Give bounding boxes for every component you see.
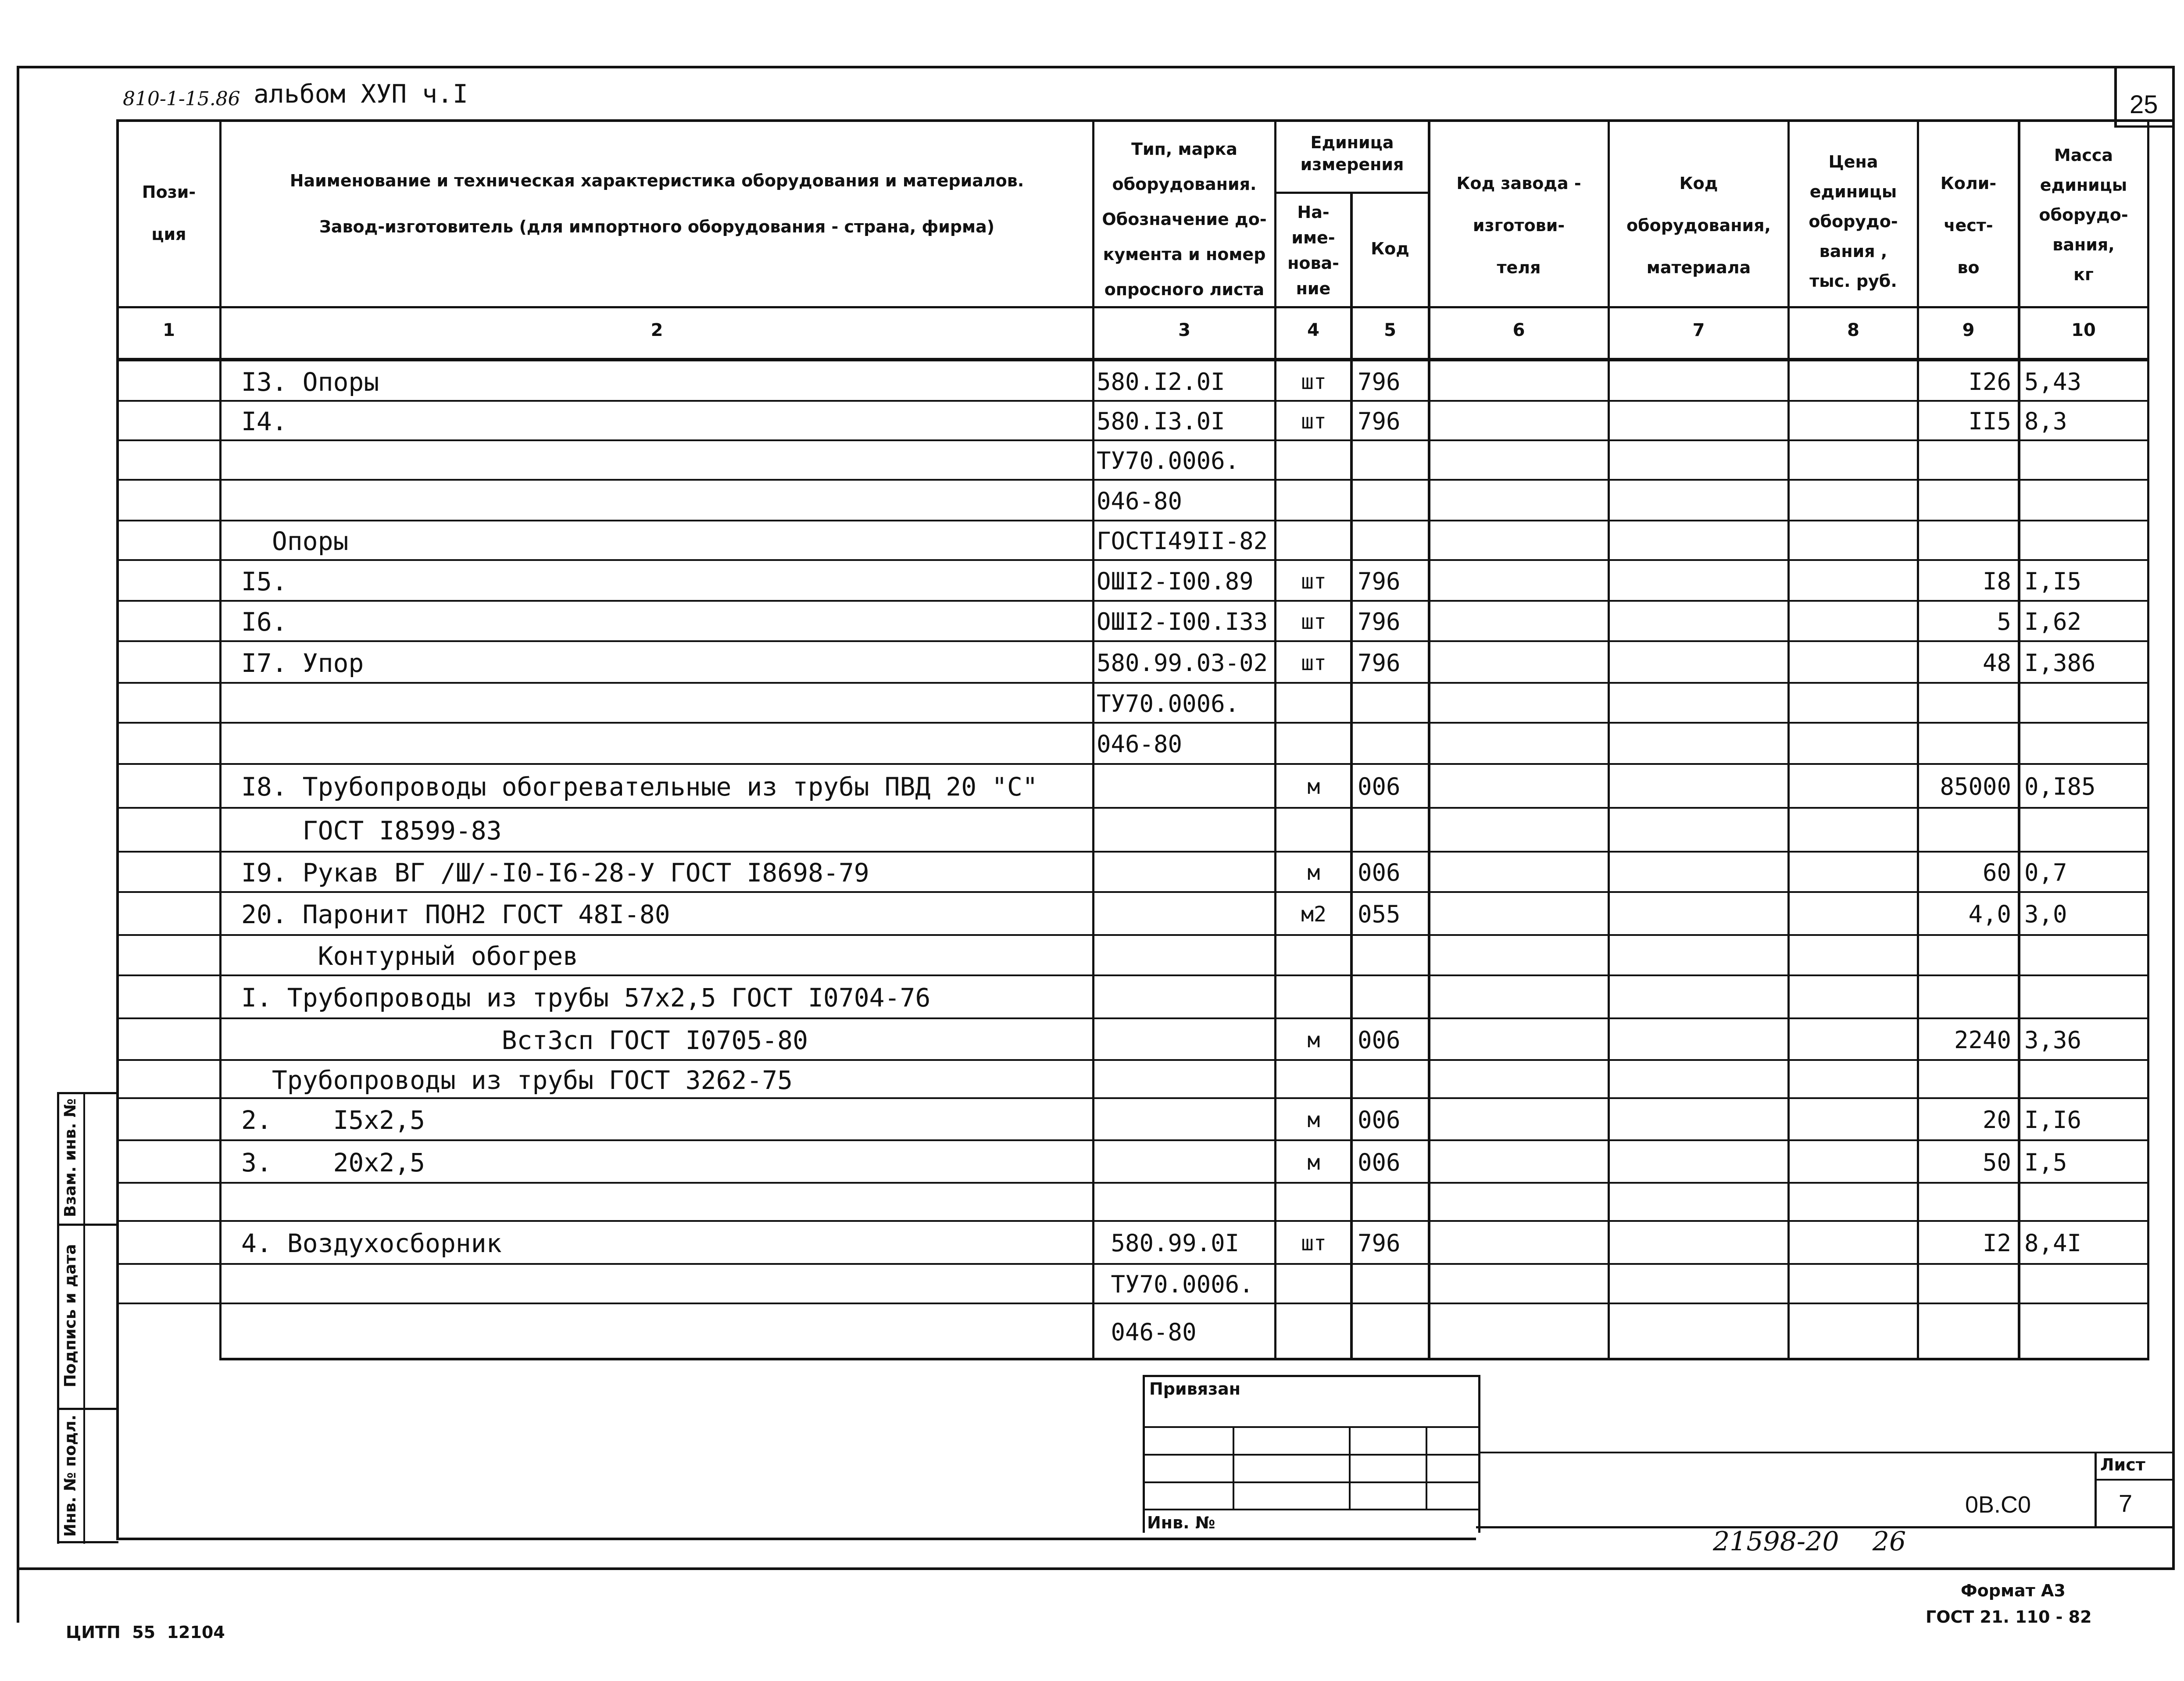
sheet-label: Лист — [2100, 1455, 2145, 1474]
cell-qty: 2240 — [1954, 1026, 2011, 1054]
col-sep-4 — [1350, 193, 1353, 1360]
cell-mass: 0,I85 — [2024, 773, 2096, 800]
row-separator — [116, 1139, 2149, 1141]
cell-mass: 3,36 — [2024, 1026, 2082, 1054]
cell-unit: м — [1307, 1150, 1320, 1175]
unit-header-split — [1274, 192, 1430, 194]
row-separator — [116, 1097, 2149, 1099]
cell-unit: м2 — [1301, 902, 1326, 927]
cell-name: I8. Трубопроводы обогревательные из трубы ПВД 20 "С" — [241, 772, 1038, 802]
cell-unit: шт — [1301, 610, 1326, 634]
frame-top — [17, 66, 2175, 68]
cell-unit: м — [1307, 1028, 1320, 1053]
cell-code: 006 — [1358, 773, 1401, 800]
cell-name: 20. Паронит ПОН2 ГОСТ 48I-80 — [241, 899, 670, 929]
cell-unit: шт — [1301, 1231, 1326, 1256]
cell-qty: I26 — [1968, 368, 2011, 396]
row-separator — [116, 807, 2149, 809]
cell-name: Контурный обогрев — [241, 941, 579, 971]
side-box-inner — [83, 1092, 85, 1544]
stamp-row-3 — [1143, 1481, 1480, 1483]
table-bottom — [116, 1538, 1476, 1540]
sheet-box-mid — [2095, 1479, 2173, 1481]
hdr-name-2: Завод-изготовитель (для импортного оборудования - страна, фирма) — [319, 217, 995, 236]
hdr-unit: Единица измерения — [1300, 133, 1404, 174]
doc-code: 0В.С0 — [1965, 1492, 2031, 1518]
cell-type: 046-80 — [1097, 487, 1183, 515]
row-separator — [116, 1017, 2149, 1019]
page-number-box — [2114, 66, 2117, 127]
cell-code: 055 — [1358, 900, 1401, 928]
row-separator — [116, 722, 2149, 724]
sheet-box-left — [2095, 1452, 2097, 1528]
col-sep-3 — [1274, 119, 1276, 1360]
cell-mass: 8,3 — [2024, 407, 2067, 435]
row-separator — [116, 479, 2149, 481]
side-inv-label: Инв. № подл. — [61, 1414, 79, 1537]
row-separator — [116, 559, 2149, 561]
cell-qty: 4,0 — [1968, 900, 2011, 928]
colnum-5: 5 — [1384, 320, 1396, 340]
stamp-col-2 — [1349, 1426, 1351, 1510]
cell-code: 006 — [1358, 1026, 1401, 1054]
cell-name: I3. Опоры — [241, 367, 379, 397]
cell-qty: 85000 — [1940, 773, 2011, 800]
row-separator — [116, 1303, 2149, 1304]
colnum-6: 6 — [1512, 320, 1525, 340]
cell-code: 006 — [1358, 859, 1401, 886]
album-code: 810-1-15.86 — [123, 88, 240, 110]
cell-name: I4. — [241, 407, 287, 436]
album-title: альбом ХУП ч.I — [254, 79, 468, 109]
col-sep-1 — [219, 119, 222, 1360]
gost-label: ГОСТ 21. 110 - 82 — [1926, 1607, 2092, 1627]
row-separator — [116, 682, 2149, 684]
cell-qty: 48 — [1982, 649, 2011, 677]
cell-mass: 8,4I — [2024, 1229, 2082, 1257]
col-sep-6 — [1608, 119, 1610, 1360]
cell-type: ТУ70.0006. — [1097, 1271, 1254, 1298]
title-block-top — [1478, 1452, 2173, 1453]
cell-name: 3. 20х2,5 — [241, 1147, 425, 1178]
hdr-qty: Коли- чест- во — [1940, 174, 1997, 277]
side-box-left — [57, 1092, 59, 1544]
cell-name: Трубопроводы из трубы ГОСТ 3262-75 — [241, 1065, 793, 1095]
cell-name: ГОСТ I8599-83 — [241, 816, 502, 846]
col-sep-7 — [1787, 119, 1790, 1360]
handwritten-number: 21598-20 26 — [1713, 1526, 1906, 1557]
cell-code: 796 — [1358, 608, 1401, 635]
colnum-8: 8 — [1847, 320, 1859, 340]
stamp-row-2 — [1143, 1454, 1480, 1456]
cell-name: 4. Воздухосборник — [241, 1228, 502, 1258]
cell-mass: 0,7 — [2024, 859, 2067, 886]
hdr-type: Тип, марка оборудования. Обозначение до- кумента и номер опросного листа — [1102, 139, 1267, 299]
row-separator — [116, 1263, 2149, 1265]
cell-mass: 3,0 — [2024, 900, 2067, 928]
cell-mass: I,5 — [2024, 1148, 2067, 1176]
cell-type: ОШI2-I00.89 — [1097, 567, 1254, 595]
table-top — [116, 119, 2173, 122]
cell-type: ОШI2-I00.I33 — [1097, 608, 1268, 635]
stamp-top — [1143, 1375, 1480, 1377]
hdr-factory: Код завода - изготови- теля — [1456, 174, 1581, 277]
cell-type: 580.I3.0I — [1097, 407, 1225, 435]
cell-code: 006 — [1358, 1106, 1401, 1134]
cell-mass: 5,43 — [2024, 368, 2082, 396]
side-vzam-label: Взам. инв. № — [61, 1098, 79, 1217]
cell-mass: I,I6 — [2024, 1106, 2082, 1134]
stamp-inv-no: Инв. № — [1147, 1513, 1215, 1532]
stamp-privyazan: Привязан — [1149, 1379, 1241, 1399]
row-separator — [116, 763, 2149, 765]
row-separator — [116, 1059, 2149, 1061]
cell-qty: II5 — [1968, 407, 2011, 435]
page-number: 25 — [2130, 90, 2158, 119]
format-label: Формат А3 — [1961, 1581, 2066, 1600]
cell-type: 046-80 — [1097, 1318, 1197, 1346]
hdr-unit-code: Код — [1371, 239, 1409, 258]
row-separator — [116, 520, 2149, 521]
hdr-equip-code: Код оборудования, материала — [1626, 174, 1771, 277]
cell-name: Вст3сп ГОСТ I0705-80 — [241, 1025, 808, 1055]
cell-code: 796 — [1358, 1229, 1401, 1257]
row-separator — [116, 400, 2149, 402]
cell-type: ГОСТI49II-82 — [1097, 527, 1268, 555]
cell-code: 796 — [1358, 407, 1401, 435]
cell-name: I6. — [241, 607, 287, 637]
hdr-price: Цена единицы оборудо- вания , тыс. руб. — [1809, 152, 1898, 291]
colnum-bottom — [116, 358, 2149, 361]
cell-type: 580.99.03-02 — [1097, 649, 1268, 677]
hdr-name-1: Наименование и техническая характеристика оборудования и материалов. — [290, 171, 1024, 190]
cell-name: I5. — [241, 566, 287, 596]
cell-code: 796 — [1358, 649, 1401, 677]
frame-right — [2172, 66, 2175, 1570]
frame-bottom — [17, 1567, 2175, 1570]
cell-type: 046-80 — [1097, 730, 1183, 758]
cell-type: 580.I2.0I — [1097, 368, 1225, 396]
cell-qty: 5 — [1997, 608, 2011, 635]
cell-name: I9. Рукав ВГ /Ш/-I0-I6-28-У ГОСТ I8698-79 — [241, 858, 869, 888]
cell-name: I7. Упор — [241, 648, 364, 678]
side-podpis-label: Подпись и дата — [61, 1244, 79, 1388]
cell-qty: I2 — [1982, 1229, 2011, 1257]
cell-unit: м — [1307, 774, 1320, 799]
cell-name: Опоры — [241, 526, 349, 556]
cell-unit: шт — [1301, 650, 1326, 675]
cell-qty: 60 — [1982, 859, 2011, 886]
cell-qty: 20 — [1982, 1106, 2011, 1134]
stamp-row-1 — [1143, 1426, 1480, 1428]
cell-code: 006 — [1358, 1148, 1401, 1176]
cell-name: 2. I5х2,5 — [241, 1105, 425, 1135]
col-sep-9 — [2018, 119, 2020, 1360]
row-separator — [116, 1220, 2149, 1222]
stamp-row-4 — [1143, 1509, 1480, 1510]
row-separator — [116, 934, 2149, 936]
colnum-7: 7 — [1692, 320, 1705, 340]
cell-type: ТУ70.0006. — [1097, 689, 1240, 717]
row-separator — [116, 439, 2149, 441]
col-sep-8 — [1917, 119, 1919, 1360]
col-sep-10 — [2147, 119, 2149, 1360]
printer-label: ЦИТП 55 12104 — [66, 1623, 225, 1642]
colnum-3: 3 — [1178, 320, 1190, 340]
row-separator — [116, 851, 2149, 853]
hdr-mass: Масса единицы оборудо- вания, кг — [2039, 146, 2128, 284]
page-number-box-bottom — [2114, 125, 2174, 128]
hdr-pos: Пози- ция — [142, 182, 196, 244]
cell-qty: I8 — [1982, 567, 2011, 595]
cell-code: 796 — [1358, 368, 1401, 396]
cell-unit: м — [1307, 860, 1320, 885]
cell-unit: шт — [1301, 370, 1326, 394]
body-bottom — [219, 1358, 2149, 1360]
cell-mass: I,386 — [2024, 649, 2096, 677]
cell-mass: I,I5 — [2024, 567, 2082, 595]
sheet-number: 7 — [2119, 1489, 2133, 1517]
stamp-col-3 — [1426, 1426, 1427, 1510]
colnum-2: 2 — [651, 320, 663, 340]
row-separator — [116, 600, 2149, 602]
cell-type: ТУ70.0006. — [1097, 447, 1240, 475]
col-sep-5 — [1428, 119, 1430, 1360]
row-separator — [116, 1182, 2149, 1184]
colnum-9: 9 — [1962, 320, 1975, 340]
frame-left — [17, 66, 19, 1623]
cell-qty: 50 — [1982, 1148, 2011, 1176]
cell-unit: м — [1307, 1108, 1320, 1132]
cell-code: 796 — [1358, 567, 1401, 595]
cell-mass: I,62 — [2024, 608, 2082, 635]
hdr-unit-name: На- име- нова- ние — [1287, 203, 1339, 298]
stamp-col-1 — [1233, 1426, 1234, 1510]
cell-unit: шт — [1301, 569, 1326, 594]
colnum-1: 1 — [163, 320, 175, 340]
cell-unit: шт — [1301, 409, 1326, 434]
colnum-10: 10 — [2071, 320, 2096, 340]
cell-type: 580.99.0I — [1097, 1229, 1240, 1257]
row-separator — [116, 640, 2149, 642]
section-underline — [592, 974, 943, 976]
row-separator — [116, 974, 2149, 976]
colnum-4: 4 — [1307, 320, 1319, 340]
cell-name: I. Трубопроводы из трубы 57х2,5 ГОСТ I0704-76 — [241, 983, 931, 1013]
row-separator — [116, 891, 2149, 893]
